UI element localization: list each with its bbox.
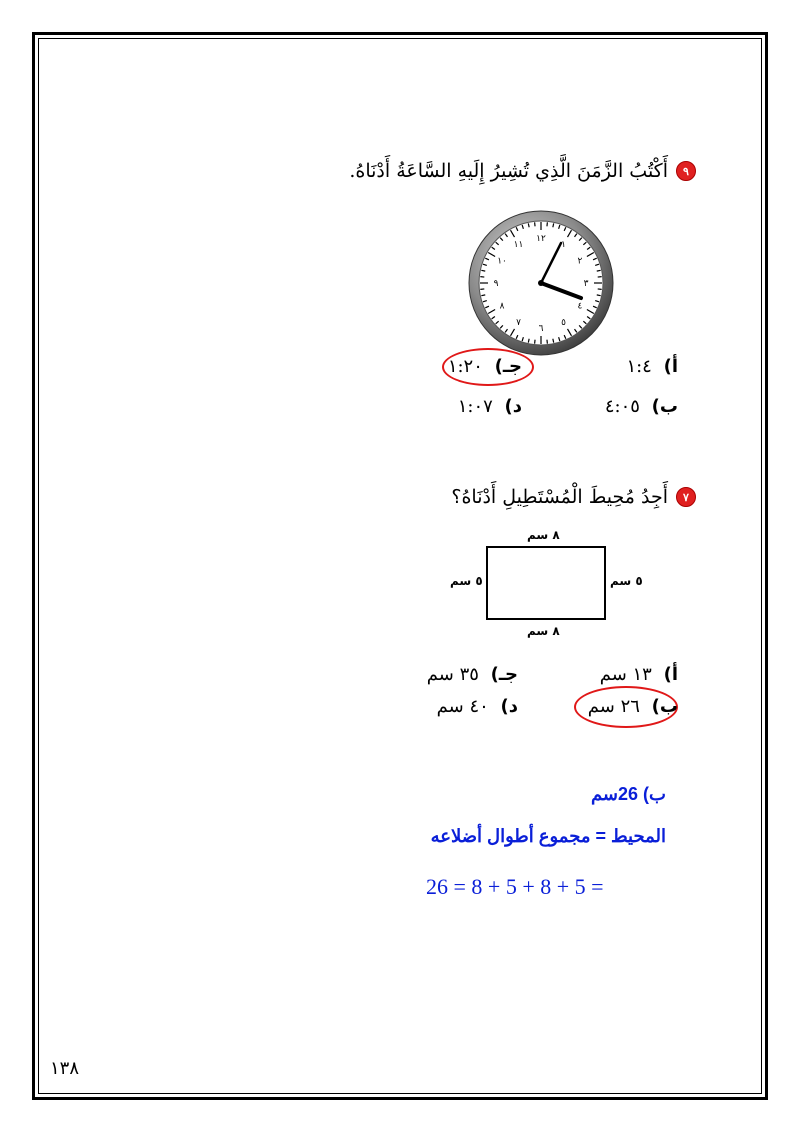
question-2-title (451, 486, 696, 508)
clock-numeral: ٧ (516, 317, 521, 328)
clock-image (466, 208, 616, 358)
clock-numeral: ١٠ (497, 256, 507, 267)
page-border-inner (38, 38, 762, 1094)
question-2-text: أَجِدُ مُحِيطَ الْمُسْتَطِيلِ أَدْنَاهُ؟ (451, 486, 668, 508)
answer-rule: المحيط = مجموع أطوال أضلاعه (430, 826, 666, 846)
question-1-text: أَكْتُبُ الزَّمَنَ الَّذِي تُشِيرُ إِلَيهِ السَّاعَةُ أَدْنَاهُ. (349, 160, 668, 182)
clock-tick (553, 339, 554, 343)
question-1 (349, 160, 696, 182)
rectangle-figure (486, 546, 606, 620)
clock-numeral: ١ (561, 240, 566, 251)
clock-numeral: ٤ (577, 301, 583, 312)
q2-option-c[interactable]: جـ) ٣٥ سم (426, 664, 518, 685)
question-2 (451, 486, 696, 508)
rect-label-right: ٥ سم (610, 574, 643, 588)
clock-tick (481, 270, 485, 271)
rect-label-top: ٨ سم (527, 528, 560, 542)
page-number: ١٣٨ (50, 1058, 80, 1079)
clock-numeral: ٣ (583, 279, 589, 289)
clock-numeral: ٦ (538, 324, 544, 334)
q1-option-c[interactable]: جـ) ١:٢٠ (447, 356, 522, 377)
q2-option-a[interactable]: أ) ١٣ سم (599, 664, 678, 685)
clock-numeral: ٥ (561, 317, 566, 328)
clock-numeral: ٩ (493, 279, 499, 289)
rect-label-bottom: ٨ سم (527, 624, 560, 638)
rect-label-left: ٥ سم (450, 574, 483, 588)
answer-choice: ب) 26سم (590, 784, 666, 804)
clock-tick (597, 295, 601, 296)
clock-tick (481, 295, 485, 296)
question-number-badge: ٧ (676, 487, 696, 507)
clock-numeral: ٨ (499, 301, 505, 312)
clock-tick (528, 223, 529, 227)
q1-option-d[interactable]: د) ١:٠٧ (457, 396, 522, 417)
q1-option-a[interactable]: أ) ١:٤ (626, 356, 678, 377)
q2-option-b[interactable]: ب) ٢٦ سم (587, 696, 678, 717)
clock-numeral: ٢ (577, 256, 583, 267)
clock-numeral: ١٢ (536, 234, 546, 244)
clock-numeral: ١١ (513, 240, 524, 251)
clock-tick (597, 270, 601, 271)
answer-equation: 26 = 8 + 5 + 8 + 5 = (426, 874, 604, 899)
question-1-title (349, 160, 696, 182)
q2-option-d[interactable]: د) ٤٠ سم (436, 696, 518, 717)
clock-tick (553, 223, 554, 227)
question-number-badge: ٩ (676, 161, 696, 181)
clock-tick (528, 339, 529, 343)
q1-option-b[interactable]: ب) ٤:٠٥ (604, 396, 678, 417)
